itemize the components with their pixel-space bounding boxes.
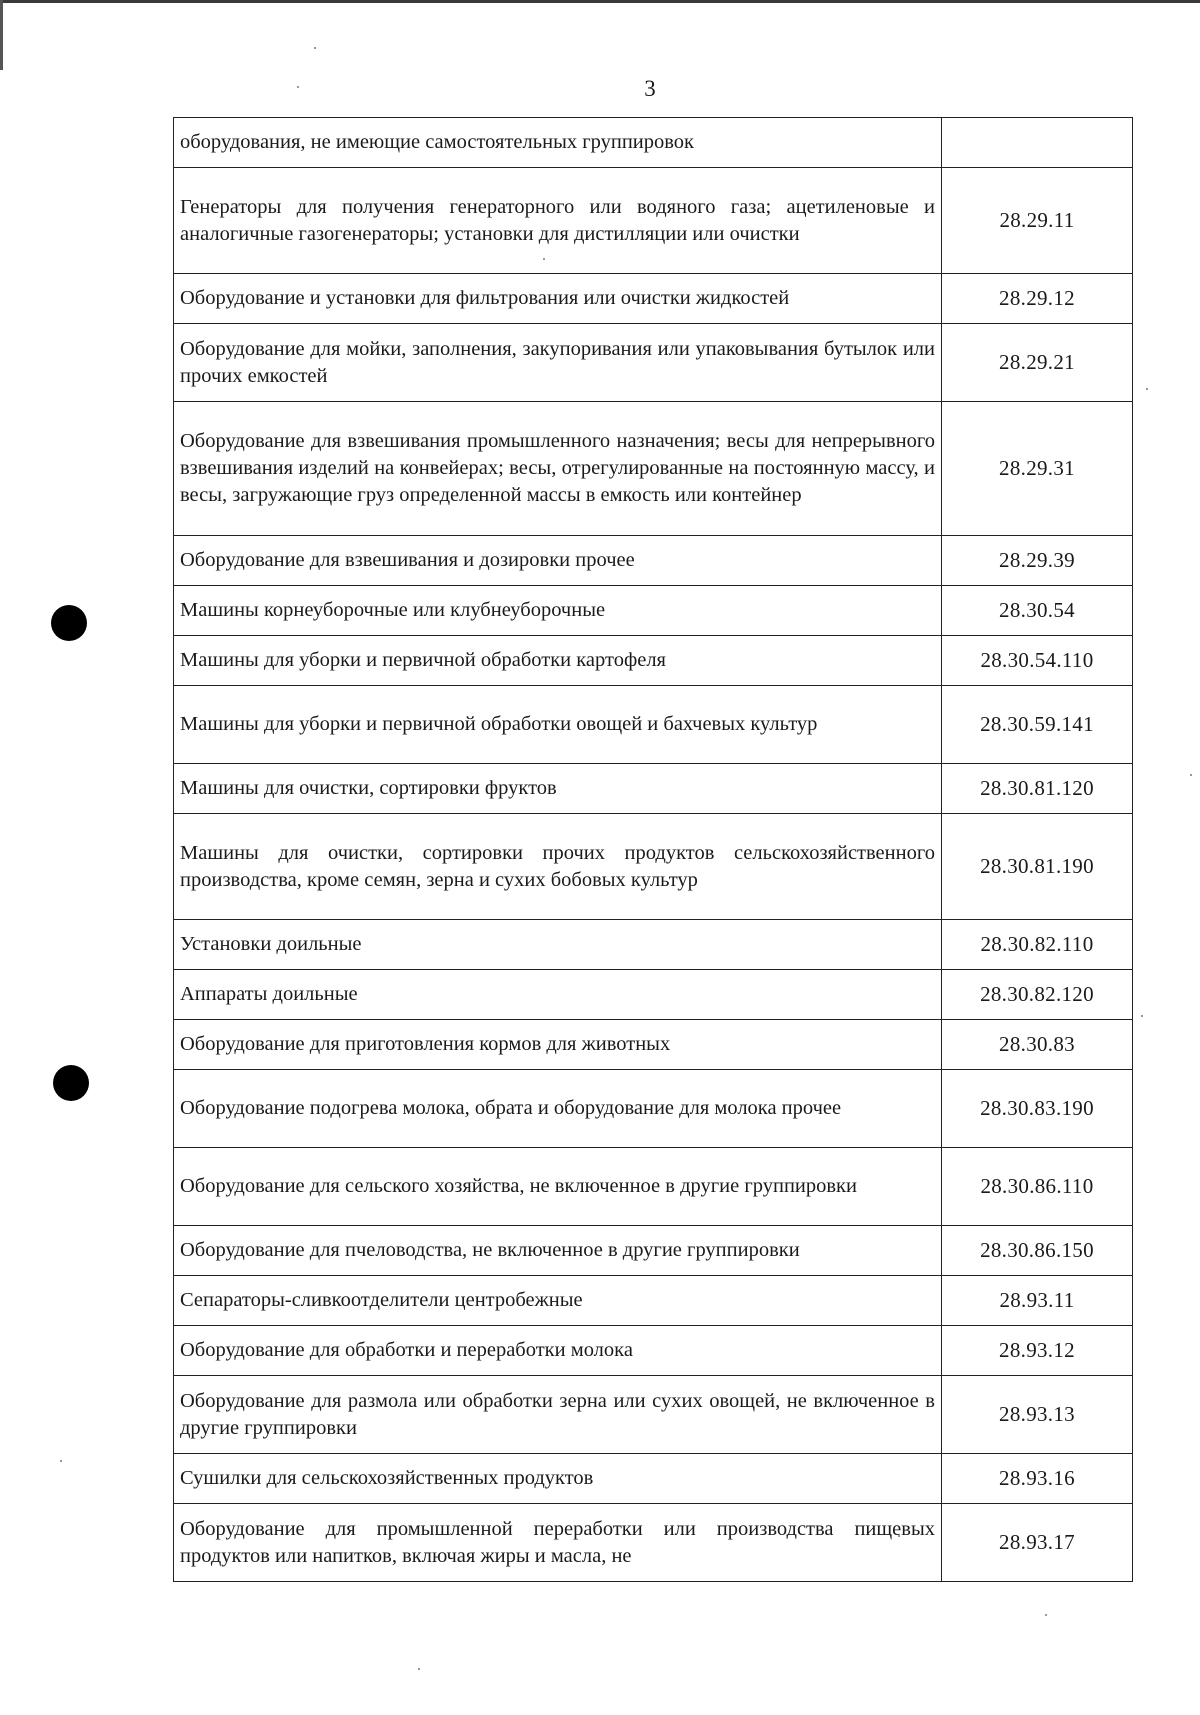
row-code: 28.93.12: [942, 1326, 1133, 1376]
row-code: 28.29.11: [942, 168, 1133, 274]
row-code: 28.30.82.110: [942, 920, 1133, 970]
table-row: [174, 168, 1133, 274]
scan-speck: [418, 1668, 420, 1670]
table-row: [174, 1326, 1133, 1376]
row-code: [942, 118, 1133, 168]
row-description: оборудования, не имеющие самостоятельных группировок: [174, 118, 942, 168]
row-description: Машины для уборки и первичной обработки овощей и бахчевых культур: [174, 686, 942, 764]
punch-hole-bottom: [53, 1065, 89, 1101]
table-row: [174, 402, 1133, 536]
table-row: [174, 274, 1133, 324]
row-description: Установки доильные: [174, 920, 942, 970]
table-row: [174, 536, 1133, 586]
row-code: 28.30.86.110: [942, 1148, 1133, 1226]
row-description: Оборудование для обработки и переработки молока: [174, 1326, 942, 1376]
row-description: Оборудование для взвешивания и дозировки прочее: [174, 536, 942, 586]
row-code: 28.29.21: [942, 324, 1133, 402]
row-code: 28.30.54: [942, 586, 1133, 636]
row-description: Оборудование и установки для фильтрования или очистки жидкостей: [174, 274, 942, 324]
table-row: [174, 1148, 1133, 1226]
table-row: [174, 764, 1133, 814]
row-description: Машины для уборки и первичной обработки картофеля: [174, 636, 942, 686]
scan-speck: [1190, 774, 1192, 776]
row-code: 28.29.12: [942, 274, 1133, 324]
row-description: Генераторы для получения генераторного или водяного газа; ацетиленовые и аналогичные газогенераторы; установки для дистилляции или очистки: [174, 168, 942, 274]
table-row: [174, 586, 1133, 636]
row-description: Машины для очистки, сортировки фруктов: [174, 764, 942, 814]
scan-speck: [1045, 1614, 1047, 1616]
scan-edge-left: [0, 0, 3, 70]
row-description: Оборудование для промышленной переработки или производства пищевых продуктов или напитков, включая жиры и масла, не: [174, 1504, 942, 1582]
row-code: 28.29.31: [942, 402, 1133, 536]
punch-hole-top: [51, 605, 87, 641]
table-row: [174, 118, 1133, 168]
row-description: Оборудование для приготовления кормов для животных: [174, 1020, 942, 1070]
scan-speck: [314, 47, 316, 49]
row-code: 28.93.17: [942, 1504, 1133, 1582]
table-row: [174, 970, 1133, 1020]
table-row: [174, 920, 1133, 970]
page-number: 3: [644, 76, 656, 101]
row-code: 28.30.81.190: [942, 814, 1133, 920]
row-code: 28.93.13: [942, 1376, 1133, 1454]
row-description: Сепараторы-сливкоотделители центробежные: [174, 1276, 942, 1326]
row-description: Сушилки для сельскохозяйственных продуктов: [174, 1454, 942, 1504]
row-code: 28.30.59.141: [942, 686, 1133, 764]
table-row: [174, 324, 1133, 402]
row-description: Оборудование для мойки, заполнения, закупоривания или упаковывания бутылок или прочих емкостей: [174, 324, 942, 402]
scan-speck: [1146, 388, 1148, 390]
table-row: [174, 1020, 1133, 1070]
table-row: [174, 1070, 1133, 1148]
table-row: [174, 1276, 1133, 1326]
table-row: [174, 814, 1133, 920]
row-description: Оборудование для взвешивания промышленного назначения; весы для непрерывного взвешивания изделий на конвейерах; весы, отрегулированные на постоянную массу, и весы, загружающие груз определенной массы в емкость или контейнер: [174, 402, 942, 536]
scan-edge-top: [0, 0, 1200, 3]
row-description: Машины корнеуборочные или клубнеуборочные: [174, 586, 942, 636]
equipment-code-table: [173, 117, 1133, 1582]
row-code: 28.30.83.190: [942, 1070, 1133, 1148]
scan-speck: [60, 1460, 62, 1462]
row-code: 28.30.54.110: [942, 636, 1133, 686]
row-description: Оборудование подогрева молока, обрата и оборудование для молока прочее: [174, 1070, 942, 1148]
scan-speck: [297, 86, 299, 88]
scan-speck: [1141, 1015, 1143, 1017]
table-row: [174, 1376, 1133, 1454]
row-code: 28.29.39: [942, 536, 1133, 586]
row-description: Оборудование для пчеловодства, не включенное в другие группировки: [174, 1226, 942, 1276]
table-row: [174, 1226, 1133, 1276]
row-code: 28.30.82.120: [942, 970, 1133, 1020]
row-description: Машины для очистки, сортировки прочих продуктов сельскохозяйственного производства, кроме семян, зерна и сухих бобовых культур: [174, 814, 942, 920]
row-description: Оборудование для размола или обработки зерна или сухих овощей, не включенное в другие группировки: [174, 1376, 942, 1454]
row-code: 28.30.83: [942, 1020, 1133, 1070]
row-code: 28.93.16: [942, 1454, 1133, 1504]
table-row: [174, 686, 1133, 764]
row-description: Аппараты доильные: [174, 970, 942, 1020]
table-row: [174, 636, 1133, 686]
row-code: 28.30.81.120: [942, 764, 1133, 814]
table-row: [174, 1454, 1133, 1504]
row-description: Оборудование для сельского хозяйства, не включенное в другие группировки: [174, 1148, 942, 1226]
row-code: 28.30.86.150: [942, 1226, 1133, 1276]
row-code: 28.93.11: [942, 1276, 1133, 1326]
table-row: [174, 1504, 1133, 1582]
